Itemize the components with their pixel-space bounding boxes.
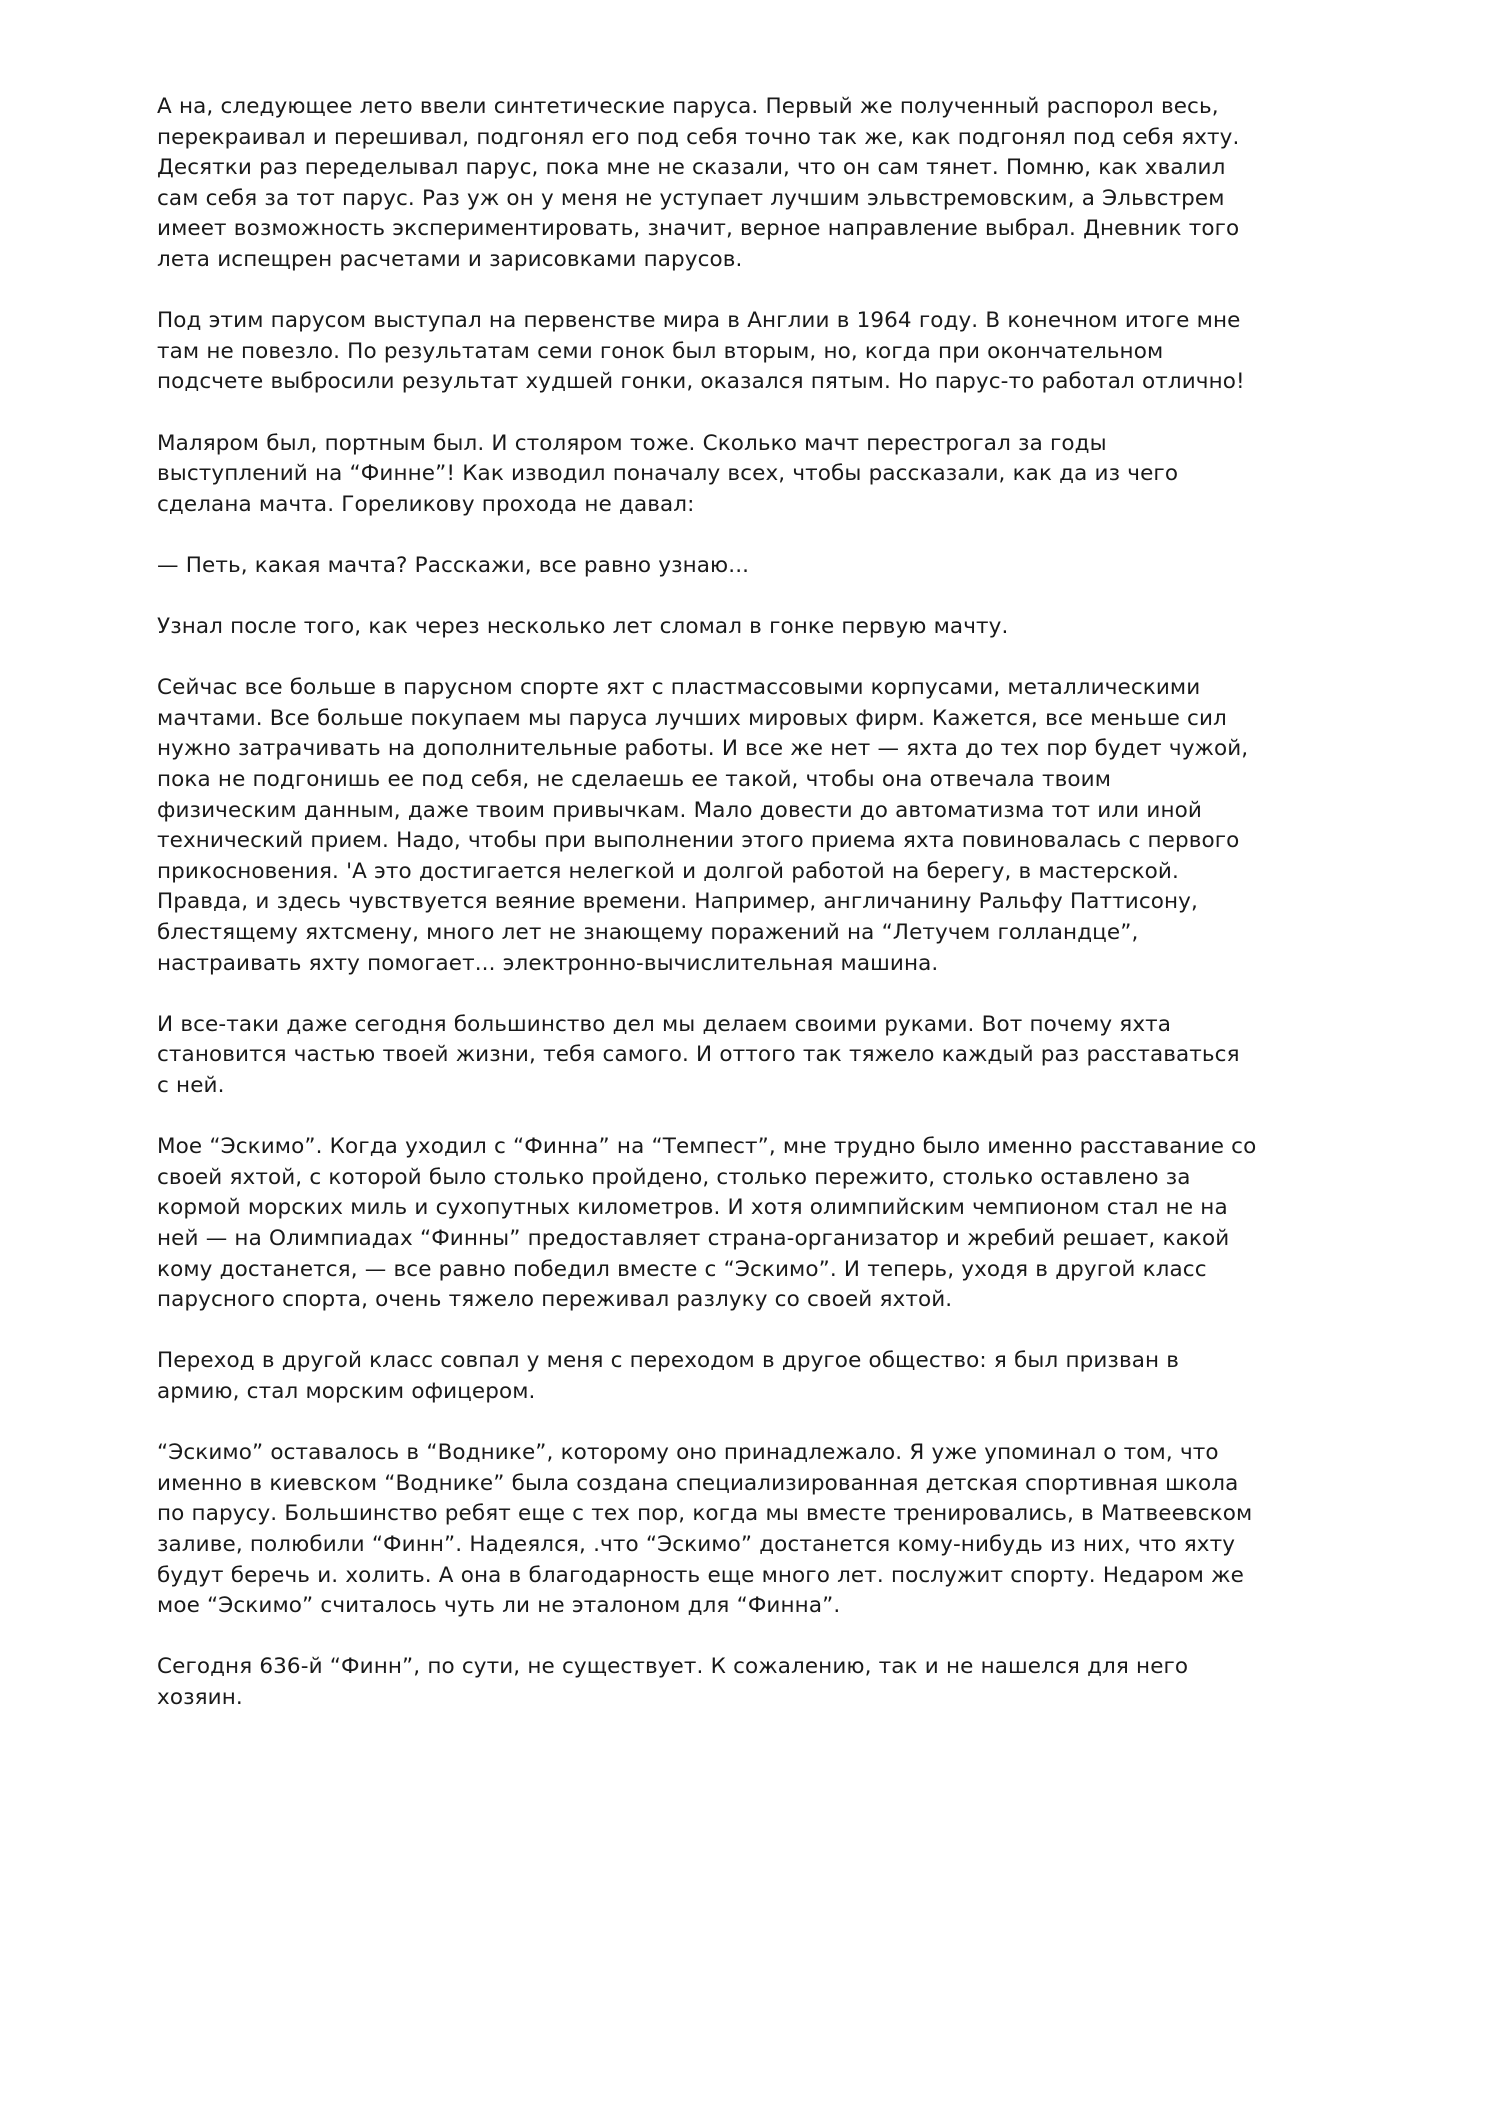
paragraph-6: Сейчас все больше в парусном спорте яхт с пластмассовыми корпусами, металлическими мачтами. Все больше покупаем мы паруса лучших мировых фирм. Кажется, все меньше сил нужно затрачивать на дополнительные работы. И все же нет — яхта до тех пор будет чужой, пока не подгонишь ее под себя, не сделаешь ее такой, чтобы она отвечала твоим физическим данным, даже твоим привычкам. Мало довести до автоматизма тот или иной технический прием. Надо, чтобы при выполнении этого приема яхта повиновалась с первого прикосновения. 'А это достигается нелегкой и долгой работой на берегу, в мастерской. Правда, и здесь чувствуется веяние времени. Например, англичанину Ральфу Паттисону, блестящему яхтсмену, много лет не знающему поражений на “Летучем голландце”, настраивать яхту помогает... электронно-вычислительная машина. xyxy=(157,675,1256,976)
paragraph-3: Маляром был, портным был. И столяром тоже. Сколько мачт перестрогал за годы выступлений на “Финне”! Как изводил поначалу всех, чтобы рассказали, как да из чего сделана мачта. Гореликову прохода не давал: xyxy=(157,430,1186,517)
paragraph-5: Узнал после того, как через несколько лет сломал в гонке первую мачту. xyxy=(157,614,1009,640)
text-column xyxy=(157,92,1264,1713)
paragraph-10: “Эскимо” оставалось в “Воднике”, которому оно принадлежало. Я уже упоминал о том, что именно в киевском “Воднике” была создана специализированная детская спортивная школа по парусу. Большинство ребят еще с тех пор, когда мы вместе тренировались, в Матвеевском заливе, полюбили “Финн”. Надеялся, .что “Эскимо” достанется кому-нибудь из них, что яхту будут беречь и. холить. А она в благодарность еще много лет. послужит спорту. Недаром же мое “Эскимо” считалось чуть ли не эталоном для “Финна”. xyxy=(157,1440,1260,1619)
paragraph-1: А на, следующее лето ввели синтетические паруса. Первый же полученный распорол весь, перекраивал и перешивал, подгонял его под себя точно так же, как подгонял под себя яхту. Десятки раз переделывал парус, пока мне не сказали, что он сам тянет. Помню, как хвалил сам себя за тот парус. Раз уж он у меня не уступает лучшим эльвстремовским, а Эльвстрем имеет возможность экспериментировать, значит, верное направление выбрал. Дневник того лета испещрен расчетами и зарисовками парусов. xyxy=(157,94,1247,272)
paragraph-9: Переход в другой класс совпал у меня с переходом в другое общество: я был призван в армию, стал морским офицером. xyxy=(157,1348,1187,1404)
paragraph-4: — Петь, какая мачта? Расскажи, все равно узнаю... xyxy=(157,552,750,578)
paragraph-2: Под этим парусом выступал на первенстве мира в Англии в 1964 году. В конечном итоге мне там не повезло. По результатам семи гонок был вторым, но, когда при окончательном подсчете выбросили результат худшей гонки, оказался пятым. Но парус-то работал отлично! xyxy=(157,308,1248,395)
paragraph-11: Сегодня 636-й “Финн”, по сути, не существует. К сожалению, так и не нашелся для него хозяин. xyxy=(157,1654,1196,1710)
paragraph-7: И все-таки даже сегодня большинство дел мы делаем своими руками. Вот почему яхта становится частью твоей жизни, тебя самого. И оттого так тяжело каждый раз расставаться с ней. xyxy=(157,1011,1247,1098)
paragraph-8: Мое “Эскимо”. Когда уходил с “Финна” на “Темпест”, мне трудно было именно расставание со своей яхтой, с которой было столько пройдено, столько пережито, столько оставлено за кормой морских миль и сухопутных километров. И хотя олимпийским чемпионом стал не на ней — на Олимпиадах “Финны” предоставляет страна-организатор и жребий решает, какой кому достанется, — все равно победил вместе с “Эскимо”. И теперь, уходя в другой класс парусного спорта, очень тяжело переживал разлуку со своей яхтой. xyxy=(157,1134,1264,1313)
